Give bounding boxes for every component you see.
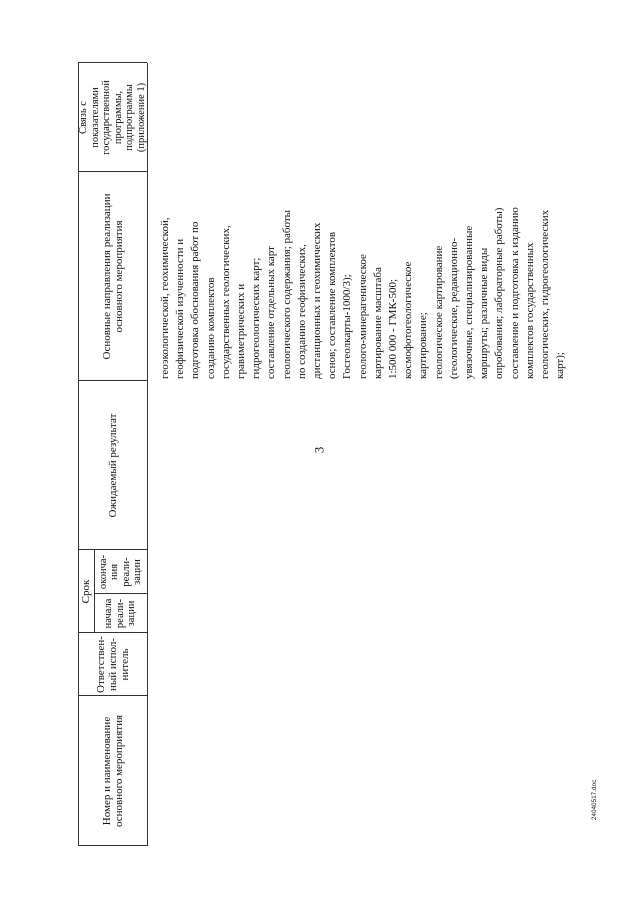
result-text-line: геофизической изученности и xyxy=(174,238,187,379)
header-start-text: начала реали- зации xyxy=(103,598,138,629)
result-text-line: государственных геологических, xyxy=(219,225,232,379)
header-link-indicators xyxy=(78,63,147,172)
header-table xyxy=(78,63,147,846)
result-text-line: геолого-минерагеническое xyxy=(356,254,369,379)
header-number-name xyxy=(78,696,147,846)
footer-document-code: 24040517.doc xyxy=(592,779,598,820)
result-text-line: дистанционных и геохимических xyxy=(311,222,324,379)
header-expected-result xyxy=(78,381,147,550)
header-end xyxy=(94,550,147,594)
result-text xyxy=(158,175,578,379)
result-text-line: опробования; лабораторные работы) xyxy=(493,207,506,379)
result-text-line: увязочные, специализированные xyxy=(463,225,476,379)
result-text-line: геологических, гидрогеологических xyxy=(539,209,552,379)
page-number: 3 xyxy=(311,446,327,454)
result-text-line: подготовка обоснования работ по xyxy=(189,221,202,379)
header-main-directions-text: Основные направления реализации основного мероприятия xyxy=(100,193,125,360)
header-main-directions xyxy=(78,172,147,381)
header-start xyxy=(94,594,147,633)
result-text-line: маршруты; различные виды xyxy=(478,247,491,379)
table-bottom-border xyxy=(147,63,148,846)
table-header-region xyxy=(78,63,147,846)
header-link-indicators-text: Связь с показателями государственной программы, подпрограммы (приложение 1) xyxy=(78,80,147,155)
result-text-line: составление отдельных карт xyxy=(265,246,278,379)
result-text-line: гидрогеологических карт; xyxy=(250,257,263,379)
result-text-line: основ; составление комплектов xyxy=(326,231,339,379)
result-text-line: комплектов государственных xyxy=(523,242,536,379)
header-number-name-text: Номер и наименование основного мероприятия xyxy=(100,714,125,828)
result-text-region xyxy=(158,175,578,379)
header-term-text: Срок xyxy=(80,579,92,604)
result-text-line: (геологические, редакционно- xyxy=(447,237,460,379)
result-text-line: гравиметрических и xyxy=(235,283,248,379)
header-responsible-text: Ответствен- ный испол- нитель xyxy=(94,636,131,693)
header-responsible xyxy=(78,633,147,696)
result-text-line: картирование масштаба xyxy=(371,267,384,379)
result-text-line: геологическое картирование xyxy=(432,245,445,379)
result-text-line: космофотогеологическое xyxy=(402,261,415,379)
result-text-line: по созданию геофизических, xyxy=(295,244,308,379)
result-text-line: созданию комплектов xyxy=(204,277,217,379)
result-text-line: геологического содержания; работы xyxy=(280,209,293,379)
result-text-line: составление и подготовка к изданию xyxy=(508,207,521,379)
result-text-line: 1:500 000 - ГМК-500; xyxy=(387,278,400,379)
header-expected-result-text: Ожидаемый результат xyxy=(106,413,119,518)
result-text-line: картирование; xyxy=(417,312,430,379)
result-text-line: карт); xyxy=(554,352,567,379)
header-end-text: оконча- ния реали- зации xyxy=(97,554,143,590)
result-text-line: Госгеолкарты-1000/3); xyxy=(341,274,354,379)
header-term xyxy=(78,550,94,633)
result-text-line: геоэкологической, геохимической, xyxy=(159,217,171,379)
